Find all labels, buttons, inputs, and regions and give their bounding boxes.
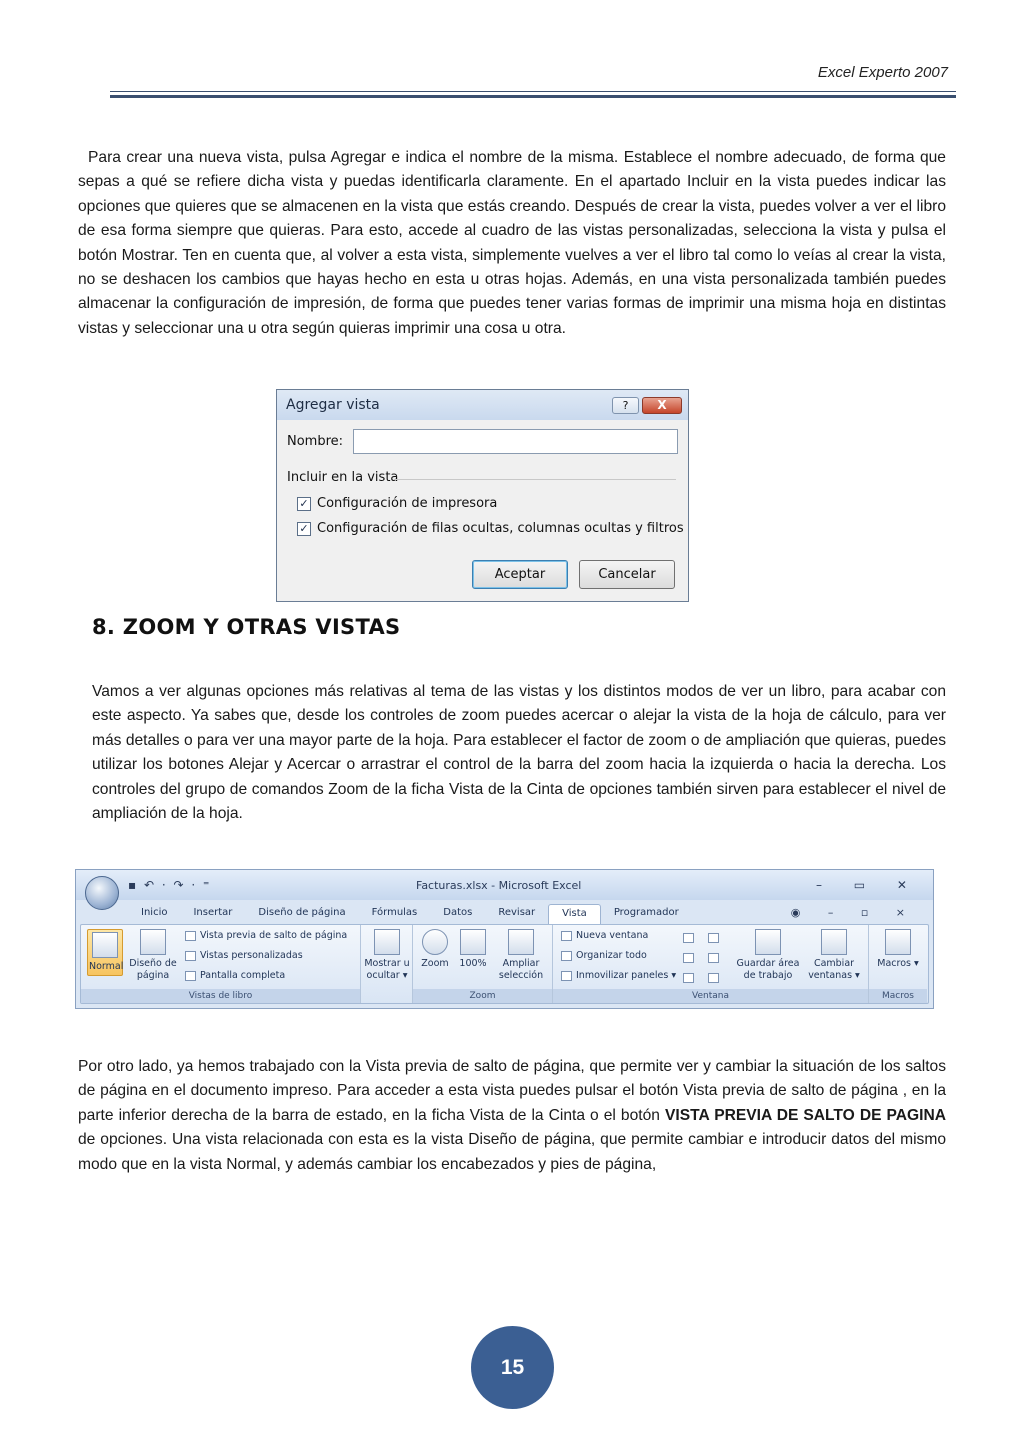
split-icon[interactable] <box>683 933 694 943</box>
header-rule-thin <box>110 91 956 92</box>
zoom-selection-icon <box>508 929 534 955</box>
freeze-panes-button[interactable] <box>561 970 676 981</box>
custom-views-label: Vistas personalizadas <box>200 950 303 961</box>
arrange-all-label: Organizar todo <box>576 950 647 961</box>
page-number: 15 <box>471 1326 554 1409</box>
paragraph-text: de opciones. Una vista relacionada con esta es la vista Diseño de página, que permite cambiar e introducir datos del mismo modo que en la vista Normal, y además cambiar los encabezados y pies de página, <box>78 1131 946 1173</box>
running-header: Excel Experto 2007 <box>817 64 948 81</box>
print-settings-label: Configuración de impresora <box>317 496 498 511</box>
ribbon-doc-controls[interactable]: ◉ – ▫ × <box>790 906 917 919</box>
paragraph-zoom: Vamos a ver algunas opciones más relativas al tema de las vistas y los distintos modos de ver un libro, para acabar con este aspecto. Ya sabes que, desde los controles de zoom puedes acercar o alejar la vista de la hoja de cálculo, para ver más detalles o para ver una mayor parte de la hoja. Para establecer el factor de zoom o de ampliación que quieras, puedes utilizar los botones Alejar y Acercar o arrastrar el control de la barra del zoom hacia la izquierda o hacia la derecha. Los controles del grupo de comandos Zoom de la ficha Vista de la Cinta de opciones también sirven para establecer el nivel de ampliación de la hoja. <box>92 683 946 823</box>
paragraph-line: Para crear una nueva vista, pulsa Agregar e indica el nombre de la misma. Establece el nombre adecuado, <box>88 149 847 166</box>
group-label: Vistas de libro <box>81 989 360 1003</box>
arrange-all-button[interactable] <box>561 950 647 961</box>
magnifier-icon <box>422 929 448 955</box>
group-divider <box>395 479 676 480</box>
paragraph-salto-pagina <box>78 1055 946 1177</box>
zoom-button[interactable] <box>417 929 453 970</box>
section-heading: 8. ZOOM Y OTRAS VISTAS <box>92 615 401 639</box>
agregar-vista-dialog <box>276 389 689 602</box>
save-workspace-label: Guardar área de trabajo <box>736 958 800 981</box>
group-vistas-libro <box>81 925 361 1003</box>
new-window-label: Nueva ventana <box>576 930 649 941</box>
ribbon-title-bar <box>76 870 933 900</box>
new-window-button[interactable] <box>561 930 648 941</box>
name-input[interactable] <box>353 429 678 454</box>
tab-datos[interactable]: Datos <box>443 907 473 918</box>
group-label: Macros <box>869 989 927 1003</box>
bold-button-name: VISTA PREVIA DE SALTO DE PAGINA <box>664 1106 947 1124</box>
zoom-100-label: 100% <box>459 958 487 969</box>
group-label: Zoom <box>413 989 552 1003</box>
tab-diseno[interactable]: Diseño de página <box>258 907 346 918</box>
ribbon-body <box>80 924 929 1004</box>
close-button[interactable]: X <box>642 397 682 414</box>
excel-ribbon-screenshot <box>75 869 934 1009</box>
full-screen-icon <box>185 971 196 981</box>
page-break-icon <box>185 931 196 941</box>
zoom-label: Zoom <box>421 958 449 969</box>
paragraph-text: de forma que sepas a qué se refiere dicha vista y puedas identificarla claramente. En el apartado Incluir en la vista puedes indicar las opciones que quieres que se almacenen en la vista que estás creando. Después de crear la vista, puedes volver a ver el libro de esa forma siempre que quieras. Para esto, accede al cuadro de las vistas personalizadas, selecciona la vista y pulsa el botón Mostrar. Ten en cuenta que, al volver a esta vista, simplemente vuelves a ver el libro tal como lo veías al crear la vista, no se deshacen los cambios que hayas hecho en esta u otras hojas. Además, en una vista personalizada también puedes almacenar la configuración de impresión, de forma que puedes tener varias formas de imprimir una misma hoja en distintas vistas y seleccionar una u otra según quieras imprimir una cosa u otra. <box>78 149 946 337</box>
zoom-100-icon <box>460 929 486 955</box>
page-break-label: Vista previa de salto de página <box>200 930 348 941</box>
macros-label: Macros ▾ <box>877 958 919 969</box>
switch-windows-icon <box>821 929 847 955</box>
side-by-side-icon[interactable] <box>708 933 719 943</box>
group-ventana <box>553 925 869 1003</box>
dialog-title: Agregar vista <box>277 390 688 420</box>
window-controls[interactable]: – ▭ ✕ <box>815 878 921 892</box>
hidden-rows-label: Configuración de filas ocultas, columnas ocultas y filtros <box>317 521 684 536</box>
custom-views-icon <box>185 951 196 961</box>
header-rule-thick <box>110 95 956 98</box>
hide-window-icon[interactable] <box>683 953 694 963</box>
page-break-preview-button[interactable] <box>185 930 347 941</box>
group-mostrar <box>361 925 413 1003</box>
unhide-window-icon[interactable] <box>683 973 694 983</box>
show-hide-button[interactable] <box>364 929 410 982</box>
reset-position-icon[interactable] <box>708 973 719 983</box>
office-button-icon[interactable] <box>85 876 119 910</box>
name-label: Nombre: <box>287 434 344 449</box>
tab-formulas[interactable]: Fórmulas <box>371 907 418 918</box>
help-button[interactable]: ? <box>612 397 639 414</box>
sync-scroll-icon[interactable] <box>708 953 719 963</box>
print-settings-option[interactable] <box>297 496 497 511</box>
tab-vista[interactable]: Vista <box>548 904 601 924</box>
group-label: Ventana <box>553 989 868 1003</box>
new-window-icon <box>561 931 572 941</box>
save-workspace-icon <box>755 929 781 955</box>
freeze-panes-label: Inmovilizar paneles ▾ <box>576 970 677 981</box>
group-zoom <box>413 925 553 1003</box>
save-workspace-button[interactable] <box>735 929 801 982</box>
full-screen-button[interactable] <box>185 970 285 981</box>
macros-icon <box>885 929 911 955</box>
tab-insertar[interactable]: Insertar <box>193 907 233 918</box>
hidden-rows-checkbox[interactable]: ✓ <box>297 522 311 536</box>
normal-view-icon <box>92 932 118 958</box>
zoom-selection-button[interactable] <box>495 929 547 982</box>
paragraph-text: Por otro lado, ya hemos trabajado con la Vista previa de salto de página, que permite ver y cambiar la situación de los saltos de página en el documento impreso. Para acceder a esta vista puedes pulsar el botón Vista previa de salto de página , en la parte inferior derecha de la barra de estado, en la ficha Vista de la Cinta o el botón <box>78 1058 946 1124</box>
show-hide-icon <box>374 929 400 955</box>
zoom-100-button[interactable] <box>455 929 491 970</box>
accept-button[interactable]: Aceptar <box>472 560 568 589</box>
ribbon-tabs <box>128 904 692 924</box>
include-group-label: Incluir en la vista <box>287 470 399 485</box>
paragraph-nueva-vista <box>78 146 946 341</box>
quick-access-toolbar[interactable]: ▪ ↶ · ↷ · ⁼ <box>128 878 212 892</box>
window-title: Facturas.xlsx - Microsoft Excel <box>416 879 582 892</box>
show-hide-label: Mostrar u ocultar ▾ <box>364 958 410 981</box>
page-layout-icon <box>140 929 166 955</box>
normal-view-button[interactable] <box>87 929 123 976</box>
normal-view-label: Normal <box>89 961 124 972</box>
arrange-all-icon <box>561 951 572 961</box>
switch-windows-label: Cambiar ventanas ▾ <box>808 958 860 981</box>
zoom-selection-label: Ampliar selección <box>498 958 544 981</box>
tab-inicio[interactable]: Inicio <box>141 907 168 918</box>
group-macros <box>869 925 927 1003</box>
tab-programador[interactable]: Programador <box>613 907 679 918</box>
page-layout-label: Diseño de página <box>129 958 177 981</box>
custom-views-button[interactable] <box>185 950 303 961</box>
cancel-button[interactable]: Cancelar <box>579 560 675 589</box>
full-screen-label: Pantalla completa <box>200 970 286 981</box>
switch-windows-button[interactable] <box>805 929 863 982</box>
macros-button[interactable] <box>875 929 921 970</box>
freeze-panes-icon <box>561 971 572 981</box>
print-settings-checkbox[interactable]: ✓ <box>297 497 311 511</box>
page-layout-button[interactable] <box>127 929 179 982</box>
hidden-rows-option[interactable] <box>297 521 684 536</box>
tab-revisar[interactable]: Revisar <box>498 907 536 918</box>
